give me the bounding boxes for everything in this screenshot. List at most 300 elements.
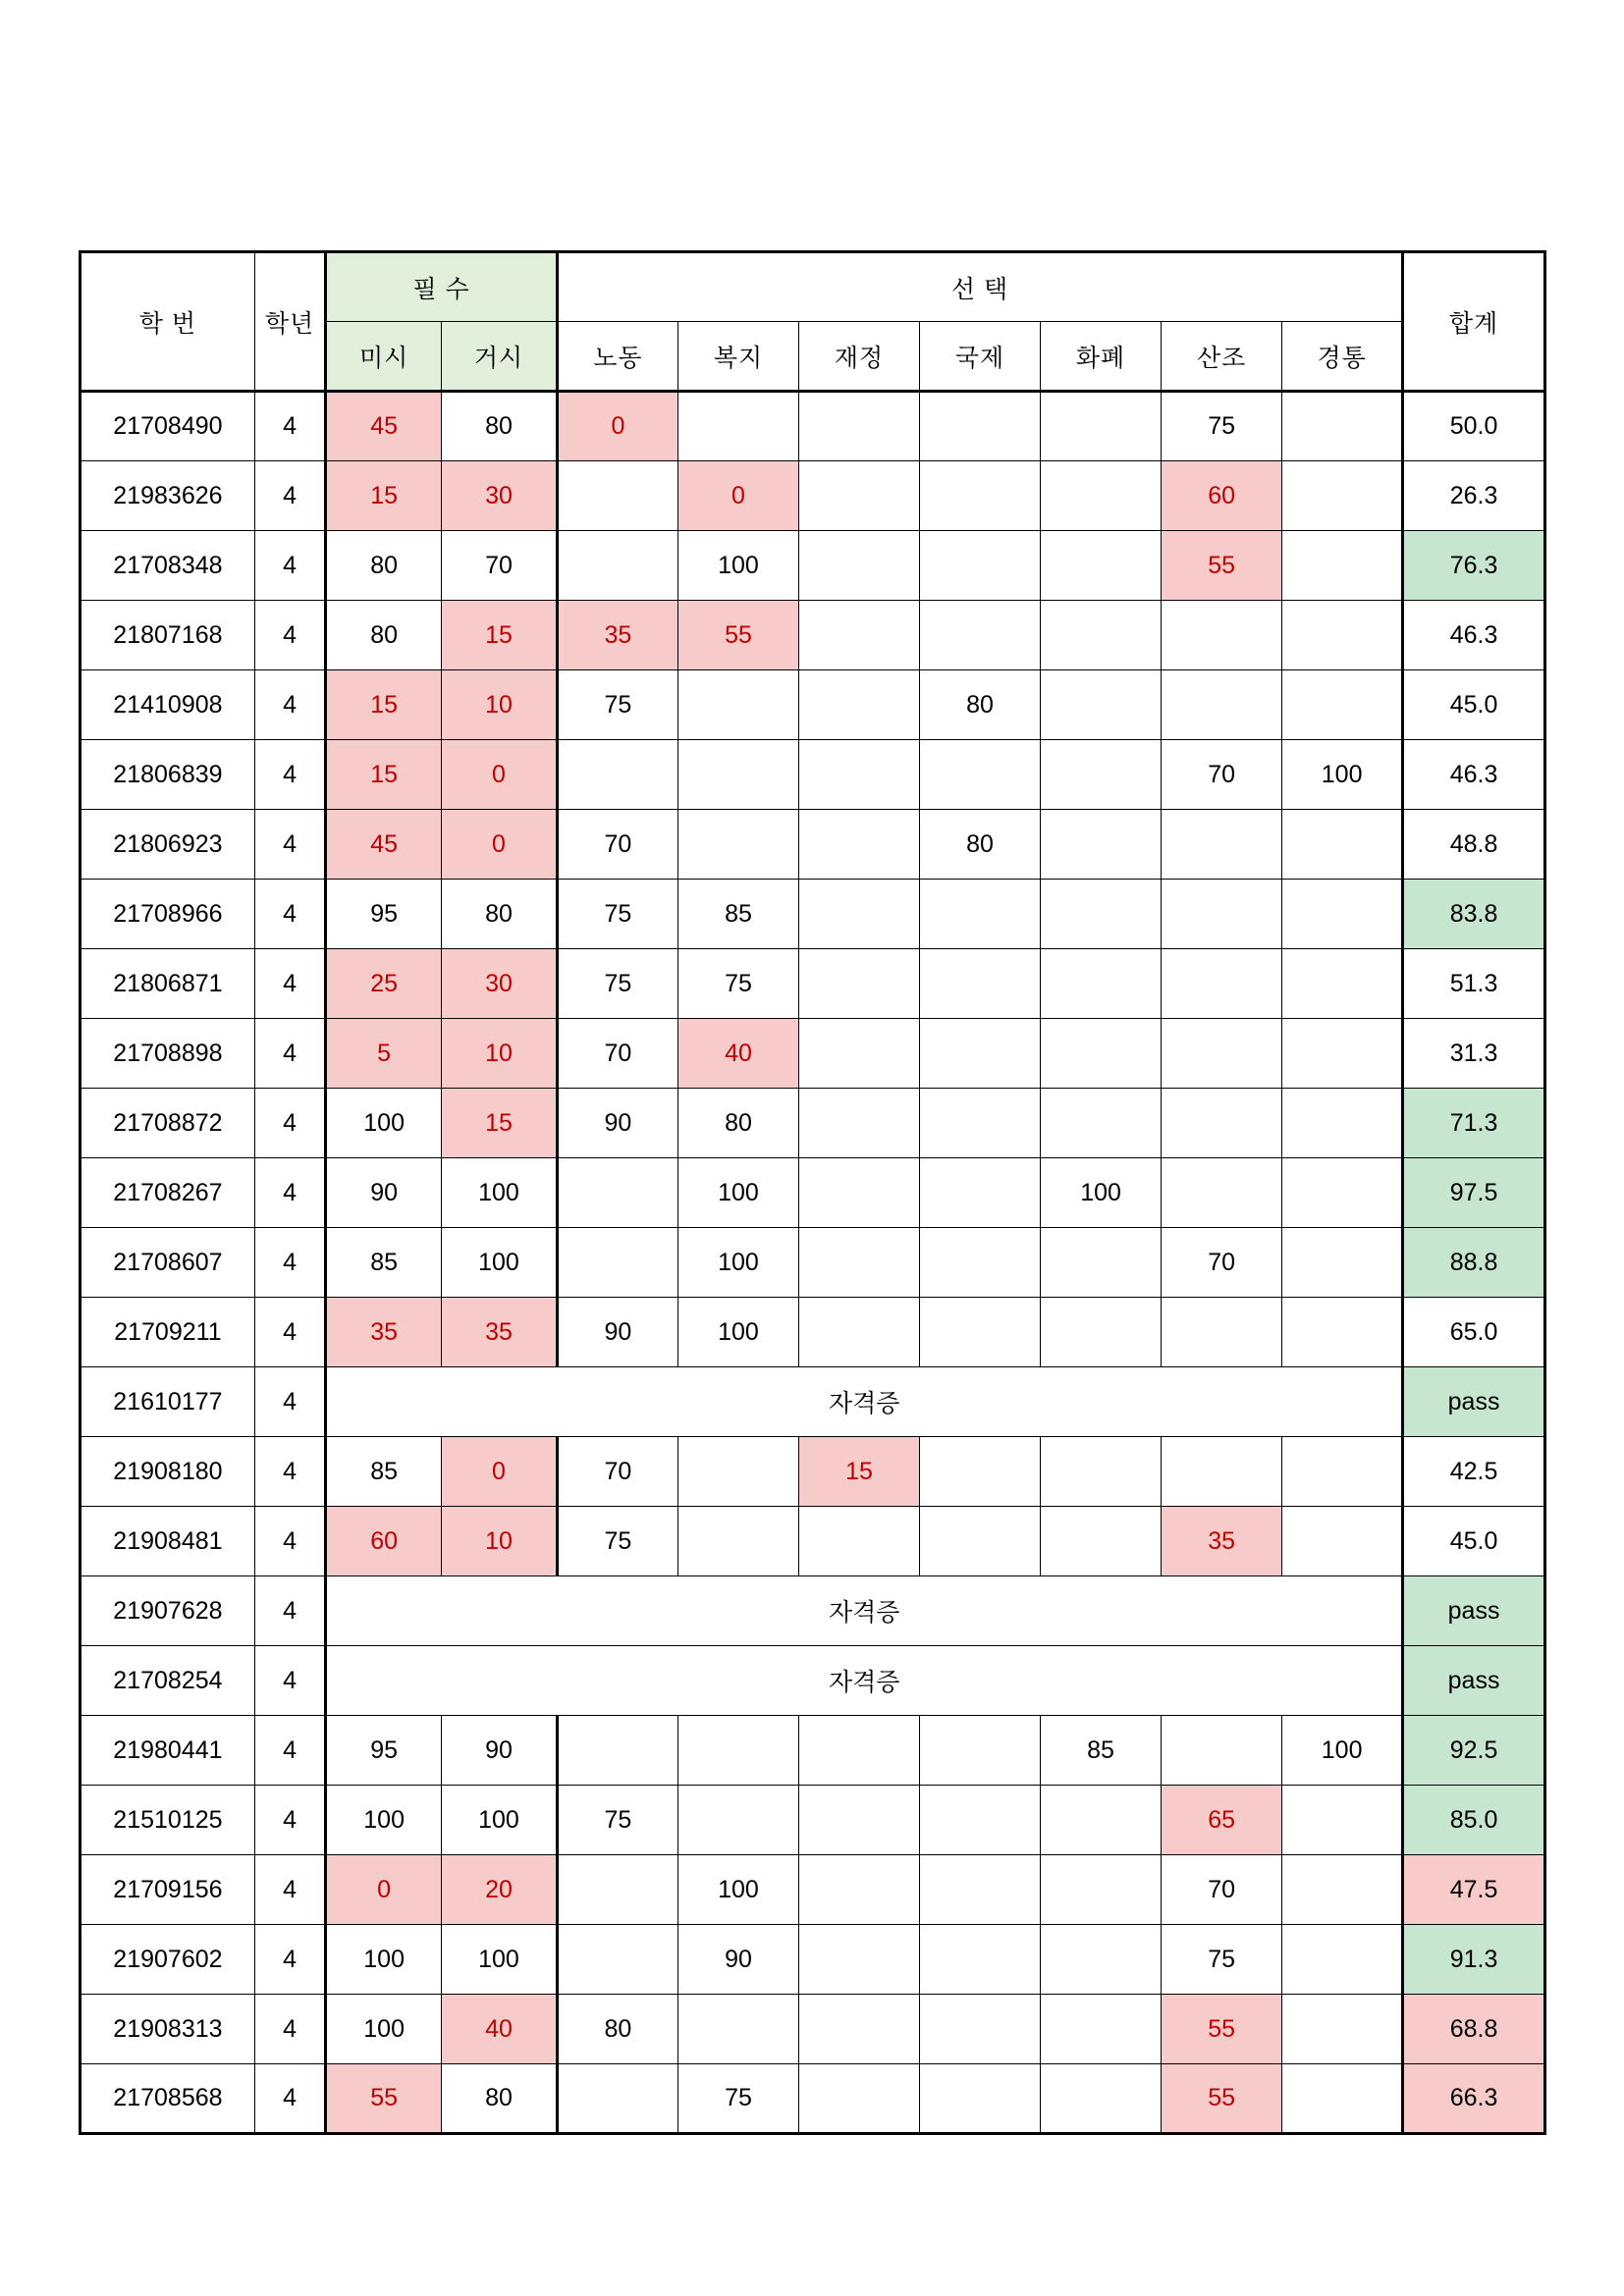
cell-score-micro: 100 [326, 1925, 442, 1995]
header-subject-industry: 산조 [1162, 322, 1282, 392]
cell-certificate: 자격증 [326, 1367, 1403, 1437]
table-row [81, 949, 1545, 1019]
cell-student-id: 21708254 [81, 1646, 255, 1716]
cell-score-money [1041, 1925, 1162, 1995]
cell-total: 65.0 [1403, 1298, 1545, 1367]
cell-student-id: 21807168 [81, 601, 255, 670]
cell-score-international: 80 [920, 810, 1041, 880]
cell-year: 4 [254, 1507, 325, 1576]
cell-score-macro: 20 [442, 1855, 558, 1925]
cell-score-money [1041, 810, 1162, 880]
cell-score-micro: 45 [326, 810, 442, 880]
cell-total: 88.8 [1403, 1228, 1545, 1298]
cell-score-industry: 55 [1162, 1995, 1282, 2064]
cell-score-finance [798, 810, 919, 880]
cell-score-labor [557, 2064, 677, 2134]
cell-student-id: 21907628 [81, 1576, 255, 1646]
cell-score-industry [1162, 1019, 1282, 1089]
header-subject-micro: 미시 [326, 322, 442, 392]
cell-score-econstat [1282, 1995, 1403, 2064]
cell-score-international [920, 601, 1041, 670]
cell-score-money [1041, 1507, 1162, 1576]
cell-score-international [920, 949, 1041, 1019]
cell-total: 46.3 [1403, 601, 1545, 670]
header-subject-finance: 재정 [798, 322, 919, 392]
cell-score-econstat [1282, 531, 1403, 601]
cell-score-money [1041, 1298, 1162, 1367]
cell-score-econstat [1282, 1298, 1403, 1367]
cell-score-industry: 75 [1162, 392, 1282, 461]
cell-score-finance [798, 880, 919, 949]
cell-year: 4 [254, 1367, 325, 1437]
table-row [81, 601, 1545, 670]
table-row [81, 810, 1545, 880]
cell-score-industry: 55 [1162, 2064, 1282, 2134]
cell-score-finance [798, 1298, 919, 1367]
cell-score-money [1041, 880, 1162, 949]
cell-score-labor [557, 1228, 677, 1298]
table-row [81, 1089, 1545, 1158]
cell-score-industry [1162, 1716, 1282, 1786]
cell-score-finance [798, 1228, 919, 1298]
cell-score-international [920, 880, 1041, 949]
cell-score-macro: 90 [442, 1716, 558, 1786]
cell-score-micro: 0 [326, 1855, 442, 1925]
cell-score-econstat [1282, 670, 1403, 740]
cell-year: 4 [254, 880, 325, 949]
cell-total: 50.0 [1403, 392, 1545, 461]
header-subject-labor: 노동 [557, 322, 677, 392]
grade-table-wrap [79, 250, 1546, 2135]
cell-score-econstat [1282, 1855, 1403, 1925]
cell-score-labor: 90 [557, 1298, 677, 1367]
cell-score-welfare [677, 1437, 798, 1507]
cell-year: 4 [254, 1228, 325, 1298]
cell-score-econstat [1282, 1507, 1403, 1576]
cell-score-money [1041, 531, 1162, 601]
cell-score-micro: 100 [326, 1995, 442, 2064]
cell-score-finance [798, 949, 919, 1019]
cell-score-micro: 90 [326, 1158, 442, 1228]
cell-score-welfare: 100 [677, 1158, 798, 1228]
cell-total: 45.0 [1403, 670, 1545, 740]
cell-total: 92.5 [1403, 1716, 1545, 1786]
cell-total: 83.8 [1403, 880, 1545, 949]
cell-score-micro: 95 [326, 1716, 442, 1786]
cell-total: 91.3 [1403, 1925, 1545, 1995]
table-header [81, 252, 1545, 392]
cell-score-international [920, 1089, 1041, 1158]
cell-score-welfare: 100 [677, 1228, 798, 1298]
cell-score-money [1041, 1995, 1162, 2064]
cell-score-micro: 15 [326, 670, 442, 740]
cell-score-labor: 75 [557, 949, 677, 1019]
cell-score-finance [798, 670, 919, 740]
cell-year: 4 [254, 1089, 325, 1158]
cell-student-id: 21908180 [81, 1437, 255, 1507]
cell-score-labor [557, 531, 677, 601]
cell-score-econstat: 100 [1282, 740, 1403, 810]
cell-score-econstat [1282, 1437, 1403, 1507]
cell-score-welfare [677, 1995, 798, 2064]
table-row [81, 1298, 1545, 1367]
header-elective-group: 선 택 [557, 252, 1402, 322]
cell-score-industry: 55 [1162, 531, 1282, 601]
cell-score-money [1041, 740, 1162, 810]
cell-score-money [1041, 392, 1162, 461]
cell-score-finance [798, 1786, 919, 1855]
cell-score-finance [798, 461, 919, 531]
cell-student-id: 21708267 [81, 1158, 255, 1228]
cell-score-welfare [677, 1507, 798, 1576]
cell-score-welfare: 100 [677, 1855, 798, 1925]
cell-total: 45.0 [1403, 1507, 1545, 1576]
cell-score-econstat [1282, 1158, 1403, 1228]
cell-year: 4 [254, 1716, 325, 1786]
cell-score-international [920, 392, 1041, 461]
cell-score-labor: 75 [557, 670, 677, 740]
table-row [81, 670, 1545, 740]
cell-score-micro: 100 [326, 1089, 442, 1158]
cell-score-international [920, 1855, 1041, 1925]
cell-score-money [1041, 1437, 1162, 1507]
cell-total: 51.3 [1403, 949, 1545, 1019]
cell-score-welfare [677, 740, 798, 810]
cell-score-macro: 100 [442, 1158, 558, 1228]
table-row [81, 1367, 1545, 1437]
cell-year: 4 [254, 1576, 325, 1646]
table-row [81, 2064, 1545, 2134]
cell-score-labor: 75 [557, 1507, 677, 1576]
cell-score-welfare: 75 [677, 949, 798, 1019]
cell-score-macro: 15 [442, 1089, 558, 1158]
cell-student-id: 21410908 [81, 670, 255, 740]
cell-score-macro: 10 [442, 1507, 558, 1576]
cell-student-id: 21708348 [81, 531, 255, 601]
cell-score-finance [798, 1507, 919, 1576]
cell-score-money [1041, 2064, 1162, 2134]
cell-score-finance [798, 1995, 919, 2064]
cell-year: 4 [254, 531, 325, 601]
cell-score-finance [798, 392, 919, 461]
cell-year: 4 [254, 1646, 325, 1716]
cell-total: 31.3 [1403, 1019, 1545, 1089]
cell-score-industry [1162, 1158, 1282, 1228]
cell-year: 4 [254, 1298, 325, 1367]
cell-score-macro: 40 [442, 1995, 558, 2064]
header-subject-international: 국제 [920, 322, 1041, 392]
cell-score-welfare: 100 [677, 1298, 798, 1367]
cell-score-econstat [1282, 1786, 1403, 1855]
cell-score-welfare: 0 [677, 461, 798, 531]
cell-score-micro: 95 [326, 880, 442, 949]
table-row [81, 1925, 1545, 1995]
cell-score-labor: 75 [557, 1786, 677, 1855]
cell-student-id: 21709156 [81, 1855, 255, 1925]
cell-year: 4 [254, 2064, 325, 2134]
header-subject-money: 화폐 [1041, 322, 1162, 392]
cell-year: 4 [254, 670, 325, 740]
cell-score-industry [1162, 810, 1282, 880]
cell-student-id: 21708568 [81, 2064, 255, 2134]
cell-score-finance [798, 1019, 919, 1089]
cell-score-money [1041, 1855, 1162, 1925]
cell-score-international [920, 1298, 1041, 1367]
cell-score-money [1041, 461, 1162, 531]
cell-score-micro: 5 [326, 1019, 442, 1089]
table-body [81, 392, 1545, 2134]
cell-score-welfare [677, 670, 798, 740]
cell-score-industry: 70 [1162, 1228, 1282, 1298]
cell-year: 4 [254, 461, 325, 531]
cell-score-econstat [1282, 810, 1403, 880]
cell-score-macro: 0 [442, 740, 558, 810]
cell-score-labor [557, 1855, 677, 1925]
cell-score-international [920, 1437, 1041, 1507]
cell-score-money [1041, 1786, 1162, 1855]
cell-score-macro: 100 [442, 1228, 558, 1298]
cell-score-industry [1162, 1089, 1282, 1158]
cell-score-money [1041, 1019, 1162, 1089]
header-required-group: 필 수 [326, 252, 558, 322]
cell-year: 4 [254, 740, 325, 810]
cell-score-econstat [1282, 392, 1403, 461]
cell-total: 97.5 [1403, 1158, 1545, 1228]
cell-score-labor: 70 [557, 1437, 677, 1507]
cell-score-finance [798, 2064, 919, 2134]
cell-score-international [920, 1158, 1041, 1228]
cell-year: 4 [254, 1925, 325, 1995]
table-row [81, 1995, 1545, 2064]
cell-score-finance [798, 1716, 919, 1786]
cell-total: 48.8 [1403, 810, 1545, 880]
cell-score-industry [1162, 601, 1282, 670]
cell-student-id: 21907602 [81, 1925, 255, 1995]
cell-score-micro: 15 [326, 740, 442, 810]
cell-score-micro: 80 [326, 531, 442, 601]
table-row [81, 1507, 1545, 1576]
cell-student-id: 21908313 [81, 1995, 255, 2064]
cell-score-labor [557, 461, 677, 531]
cell-score-welfare [677, 392, 798, 461]
cell-score-macro: 0 [442, 1437, 558, 1507]
cell-score-econstat: 100 [1282, 1716, 1403, 1786]
cell-score-international [920, 740, 1041, 810]
header-total: 합계 [1403, 252, 1545, 392]
cell-score-international [920, 2064, 1041, 2134]
header-year: 학년 [254, 252, 325, 392]
cell-year: 4 [254, 601, 325, 670]
cell-score-labor [557, 740, 677, 810]
cell-score-labor [557, 1925, 677, 1995]
grade-table [79, 250, 1546, 2135]
cell-score-welfare: 40 [677, 1019, 798, 1089]
cell-score-labor: 70 [557, 810, 677, 880]
cell-year: 4 [254, 810, 325, 880]
cell-score-international [920, 1507, 1041, 1576]
cell-score-industry: 35 [1162, 1507, 1282, 1576]
cell-score-econstat [1282, 1089, 1403, 1158]
cell-score-welfare [677, 810, 798, 880]
cell-student-id: 21610177 [81, 1367, 255, 1437]
cell-year: 4 [254, 1019, 325, 1089]
cell-student-id: 21510125 [81, 1786, 255, 1855]
cell-year: 4 [254, 1855, 325, 1925]
cell-score-money: 85 [1041, 1716, 1162, 1786]
cell-score-labor [557, 1158, 677, 1228]
cell-score-welfare [677, 1716, 798, 1786]
cell-score-welfare: 90 [677, 1925, 798, 1995]
cell-score-industry: 75 [1162, 1925, 1282, 1995]
table-row [81, 1576, 1545, 1646]
table-row [81, 1228, 1545, 1298]
cell-score-econstat [1282, 461, 1403, 531]
cell-total: pass [1403, 1646, 1545, 1716]
cell-total: 76.3 [1403, 531, 1545, 601]
cell-score-econstat [1282, 880, 1403, 949]
cell-score-industry [1162, 670, 1282, 740]
cell-score-finance [798, 531, 919, 601]
cell-score-finance [798, 740, 919, 810]
cell-score-econstat [1282, 1925, 1403, 1995]
cell-student-id: 21708490 [81, 392, 255, 461]
cell-score-welfare: 55 [677, 601, 798, 670]
cell-student-id: 21708872 [81, 1089, 255, 1158]
cell-score-welfare: 85 [677, 880, 798, 949]
cell-total: pass [1403, 1576, 1545, 1646]
cell-score-econstat [1282, 1019, 1403, 1089]
cell-score-money [1041, 949, 1162, 1019]
cell-score-international: 80 [920, 670, 1041, 740]
cell-student-id: 21983626 [81, 461, 255, 531]
cell-score-macro: 10 [442, 1019, 558, 1089]
cell-score-macro: 10 [442, 670, 558, 740]
cell-student-id: 21806923 [81, 810, 255, 880]
cell-score-welfare: 75 [677, 2064, 798, 2134]
cell-score-international [920, 1786, 1041, 1855]
cell-score-welfare: 80 [677, 1089, 798, 1158]
cell-score-econstat [1282, 601, 1403, 670]
cell-score-labor: 80 [557, 1995, 677, 2064]
cell-year: 4 [254, 392, 325, 461]
table-row [81, 1716, 1545, 1786]
table-row [81, 1855, 1545, 1925]
cell-certificate: 자격증 [326, 1576, 1403, 1646]
cell-score-micro: 85 [326, 1437, 442, 1507]
cell-score-industry: 70 [1162, 1855, 1282, 1925]
cell-score-international [920, 461, 1041, 531]
cell-certificate: 자격증 [326, 1646, 1403, 1716]
cell-score-finance [798, 1855, 919, 1925]
cell-score-industry [1162, 880, 1282, 949]
cell-score-money: 100 [1041, 1158, 1162, 1228]
cell-score-macro: 100 [442, 1786, 558, 1855]
cell-score-labor [557, 1716, 677, 1786]
cell-total: 66.3 [1403, 2064, 1545, 2134]
cell-student-id: 21980441 [81, 1716, 255, 1786]
table-row [81, 740, 1545, 810]
cell-score-international [920, 1716, 1041, 1786]
cell-score-industry: 65 [1162, 1786, 1282, 1855]
cell-score-industry [1162, 1437, 1282, 1507]
cell-year: 4 [254, 949, 325, 1019]
cell-score-international [920, 1995, 1041, 2064]
cell-score-econstat [1282, 949, 1403, 1019]
cell-total: 26.3 [1403, 461, 1545, 531]
cell-score-money [1041, 1089, 1162, 1158]
cell-score-labor: 70 [557, 1019, 677, 1089]
cell-score-finance: 15 [798, 1437, 919, 1507]
cell-score-finance [798, 1925, 919, 1995]
cell-score-micro: 100 [326, 1786, 442, 1855]
cell-score-industry: 70 [1162, 740, 1282, 810]
cell-total: 42.5 [1403, 1437, 1545, 1507]
cell-score-econstat [1282, 1228, 1403, 1298]
table-row [81, 1019, 1545, 1089]
header-subject-econstat: 경통 [1282, 322, 1403, 392]
cell-score-industry: 60 [1162, 461, 1282, 531]
cell-score-money [1041, 601, 1162, 670]
cell-student-id: 21806839 [81, 740, 255, 810]
header-subject-macro: 거시 [442, 322, 558, 392]
table-row [81, 1437, 1545, 1507]
cell-score-micro: 25 [326, 949, 442, 1019]
cell-score-finance [798, 1089, 919, 1158]
table-row [81, 880, 1545, 949]
cell-score-industry [1162, 949, 1282, 1019]
cell-score-welfare [677, 1786, 798, 1855]
cell-score-finance [798, 1158, 919, 1228]
cell-score-micro: 80 [326, 601, 442, 670]
cell-student-id: 21708966 [81, 880, 255, 949]
cell-score-labor: 75 [557, 880, 677, 949]
cell-score-money [1041, 670, 1162, 740]
cell-total: 71.3 [1403, 1089, 1545, 1158]
cell-score-macro: 0 [442, 810, 558, 880]
table-row [81, 461, 1545, 531]
header-subject-welfare: 복지 [677, 322, 798, 392]
cell-total: 85.0 [1403, 1786, 1545, 1855]
cell-score-micro: 35 [326, 1298, 442, 1367]
cell-score-macro: 80 [442, 392, 558, 461]
table-row [81, 1158, 1545, 1228]
cell-score-micro: 45 [326, 392, 442, 461]
cell-score-labor: 0 [557, 392, 677, 461]
cell-total: 68.8 [1403, 1995, 1545, 2064]
cell-student-id: 21908481 [81, 1507, 255, 1576]
cell-year: 4 [254, 1158, 325, 1228]
cell-score-welfare: 100 [677, 531, 798, 601]
cell-year: 4 [254, 1995, 325, 2064]
cell-student-id: 21708898 [81, 1019, 255, 1089]
cell-total: pass [1403, 1367, 1545, 1437]
cell-score-international [920, 1925, 1041, 1995]
cell-student-id: 21708607 [81, 1228, 255, 1298]
cell-score-macro: 35 [442, 1298, 558, 1367]
table-row [81, 1786, 1545, 1855]
table-row [81, 531, 1545, 601]
cell-score-international [920, 1228, 1041, 1298]
cell-score-money [1041, 1228, 1162, 1298]
cell-score-micro: 15 [326, 461, 442, 531]
table-row [81, 392, 1545, 461]
header-student-id: 학 번 [81, 252, 255, 392]
cell-score-macro: 80 [442, 2064, 558, 2134]
cell-score-micro: 85 [326, 1228, 442, 1298]
cell-total: 46.3 [1403, 740, 1545, 810]
table-row [81, 1646, 1545, 1716]
cell-year: 4 [254, 1786, 325, 1855]
